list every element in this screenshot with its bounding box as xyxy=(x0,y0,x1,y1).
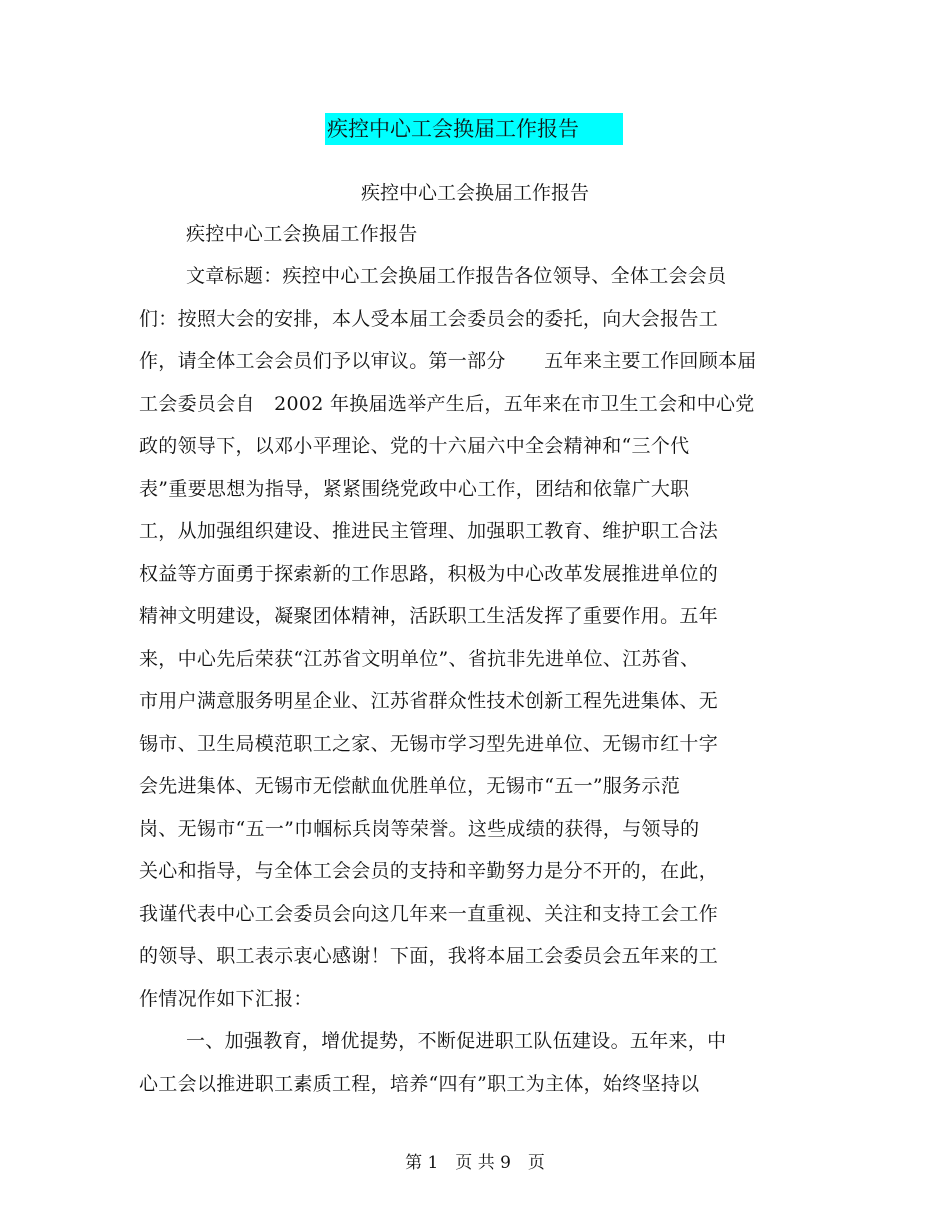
body-line: 权益等方面勇于探索新的工作思路，积极为中心改革发展推进单位的 xyxy=(139,563,719,585)
body-line: 一、加强教育，增优提势，不断促进职工队伍建设。五年来，中 xyxy=(186,1030,727,1052)
document-title: 疾控中心工会换届工作报告 xyxy=(360,182,589,204)
body-line: 会先进集体、无锡市无偿献血优胜单位，无锡市“五一”服务示范 xyxy=(139,775,681,797)
body-line: 岗、无锡市“五一”巾帼标兵岗等荣誉。这些成绩的获得，与领导的 xyxy=(139,818,700,840)
body-line: 工，从加强组织建设、推进民主管理、加强职工教育、维护职工合法 xyxy=(139,520,719,542)
body-line: 关心和指导，与全体工会会员的支持和辛勤努力是分不开的，在此， xyxy=(139,860,719,882)
body-line: 市用户满意服务明星企业、江苏省群众性技术创新工程先进集体、无 xyxy=(139,690,719,712)
body-line: 心工会以推进职工素质工程，培养“四有”职工为主体，始终坚持以 xyxy=(139,1073,700,1095)
page-number: 第 1 页 共 9 页 xyxy=(405,1153,545,1173)
body-line: 政的领导下，以邓小平理论、党的十六届六中全会精神和“三个代 xyxy=(139,435,690,457)
body-line: 们：按照大会的安排，本人受本届工会委员会的委托，向大会报告工 xyxy=(139,308,719,330)
body-line: 文章标题：疾控中心工会换届工作报告各位领导、全体工会会员 xyxy=(186,265,727,287)
body-line: 作情况作如下汇报： xyxy=(139,988,313,1010)
body-line: 来，中心先后荣获“江苏省文明单位”、省抗非先进单位、江苏省、 xyxy=(139,648,700,670)
highlighted-title: 疾控中心工会换届工作报告 xyxy=(325,113,623,145)
body-line: 工会委员会自 2002 年换届选举产生后，五年来在市卫生工会和中心党 xyxy=(139,393,755,415)
body-line: 的领导、职工表示衷心感谢！下面，我将本届工会委员会五年来的工 xyxy=(139,945,719,967)
body-line: 锡市、卫生局模范职工之家、无锡市学习型先进单位、无锡市红十字 xyxy=(139,733,719,755)
body-line: 精神文明建设，凝聚团体精神，活跃职工生活发挥了重要作用。五年 xyxy=(139,605,719,627)
body-line: 疾控中心工会换届工作报告 xyxy=(186,223,418,245)
body-line: 表”重要思想为指导，紧紧围绕党政中心工作，团结和依靠广大职 xyxy=(139,478,690,500)
body-line: 我谨代表中心工会委员会向这几年来一直重视、关注和支持工会工作 xyxy=(139,903,719,925)
body-line: 作，请全体工会会员们予以审议。第一部分 五年来主要工作回顾本届 xyxy=(139,350,757,372)
